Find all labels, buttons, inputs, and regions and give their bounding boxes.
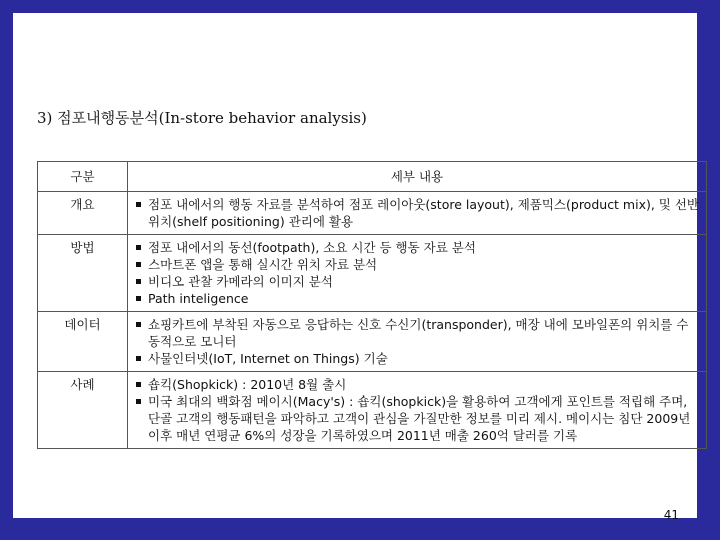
page-number: 41 — [663, 508, 679, 522]
bullet-item: 스마트폰 앱을 통해 실시간 위치 자료 분석 — [134, 256, 700, 273]
table-row-data — [38, 312, 707, 372]
row-detail — [128, 192, 707, 235]
slide-heading: 3) 점포내행동분석(In-store behavior analysis) — [37, 109, 367, 127]
row-category: 데이터 — [38, 312, 128, 372]
row-category: 개요 — [38, 192, 128, 235]
row-detail — [128, 312, 707, 372]
header-category: 구분 — [38, 162, 128, 192]
row-detail — [128, 235, 707, 312]
table-row-overview — [38, 192, 707, 235]
row-category: 방법 — [38, 235, 128, 312]
row-detail — [128, 372, 707, 449]
slide — [13, 13, 700, 522]
table-row-method — [38, 235, 707, 312]
bullet-item: Path inteligence — [134, 290, 700, 307]
table-header-row — [38, 162, 707, 192]
bullet-item: 쇼핑카트에 부착된 자동으로 응답하는 신호 수신기(transponder), 매장 내에 모바일폰의 위치를 수동적으로 모니터 — [134, 316, 700, 350]
bullet-item: 미국 최대의 백화점 메이시(Macy's) : 숍킥(shopkick)을 활용하여 고객에게 포인트를 적립해 주며, 단골 고객의 행동패턴을 파악하고 고객이 관심을 가질만한 정보를 미리 제시. 메이시는 침단 2009년 이후 매년 연평균 6%의 성장을 기록하였으며 2011년 매출 260억 달러를 기록 — [134, 393, 700, 444]
header-detail: 세부 내용 — [128, 162, 707, 192]
bullet-item: 비디오 관찰 카메라의 이미지 분석 — [134, 273, 700, 290]
bullet-item: 점포 내에서의 동선(footpath), 소요 시간 등 행동 자료 분석 — [134, 239, 700, 256]
bullet-item: 사물인터넷(IoT, Internet on Things) 기술 — [134, 350, 700, 367]
table-row-case — [38, 372, 707, 449]
row-category: 사례 — [38, 372, 128, 449]
bullet-item: 점포 내에서의 행동 자료를 분석하여 점포 레이아웃(store layout), 제품믹스(product mix), 및 선반 위치(shelf positioning) 관리에 활용 — [134, 196, 700, 230]
bullet-item: 숍킥(Shopkick) : 2010년 8월 출시 — [134, 376, 700, 393]
content-table — [37, 161, 707, 449]
